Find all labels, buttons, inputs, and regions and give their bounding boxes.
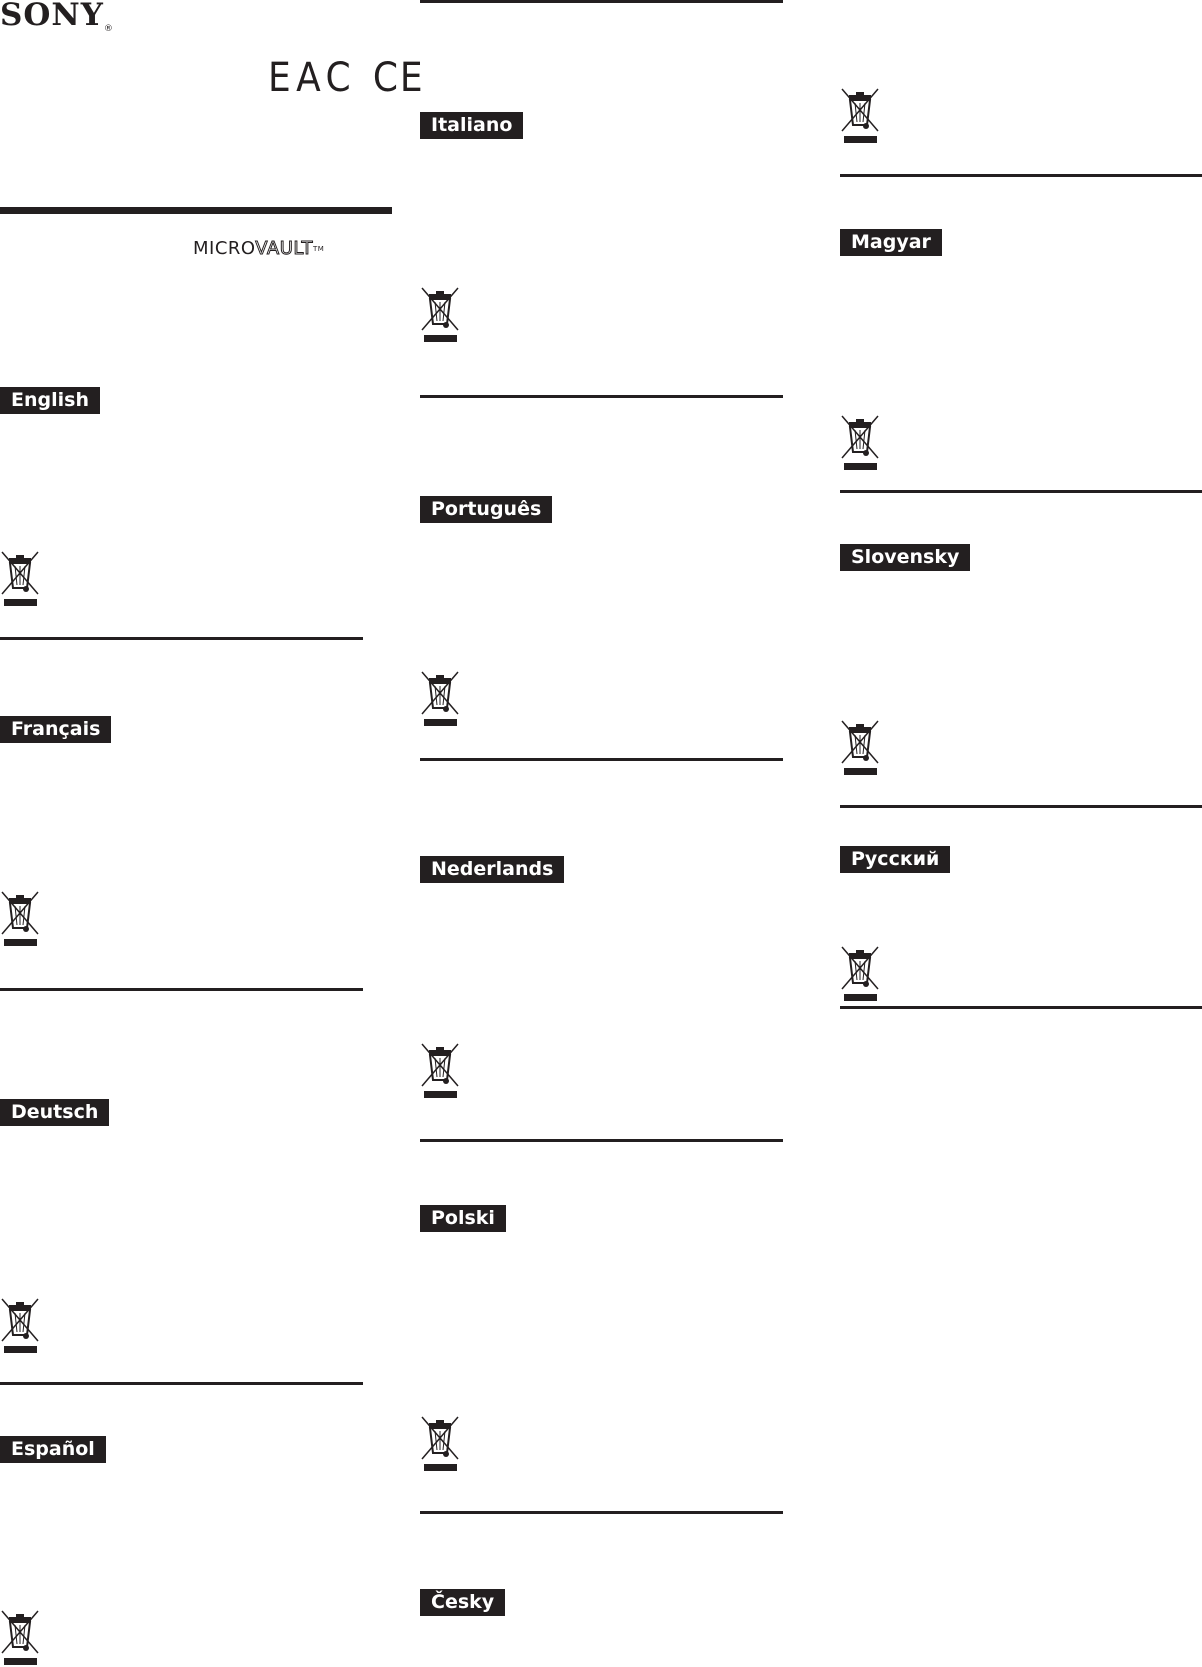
section-divider [0, 1382, 363, 1385]
header-divider [0, 207, 392, 214]
weee-bin-icon [840, 414, 880, 470]
weee-bin-icon [420, 1415, 460, 1471]
eac-mark: EAC [268, 55, 357, 101]
registered-mark: ® [103, 24, 114, 34]
section-divider [420, 1511, 783, 1514]
certification-marks [268, 55, 425, 101]
weee-bin-icon [840, 87, 880, 143]
weee-bin-icon [420, 1042, 460, 1098]
section-divider [420, 395, 783, 398]
section-divider [0, 988, 363, 991]
section-divider [420, 0, 783, 3]
logo-micro: MICRO [193, 238, 256, 259]
brand-name: SONY [0, 0, 104, 33]
weee-bin-icon [0, 1297, 40, 1353]
section-tag-italiano: Italiano [420, 112, 523, 139]
weee-bin-icon [0, 1609, 40, 1665]
section-divider [840, 174, 1202, 177]
microvault-logo [193, 238, 324, 260]
weee-bin-icon [840, 719, 880, 775]
section-divider [840, 490, 1202, 493]
section-tag-deutsch: Deutsch [0, 1099, 109, 1126]
section-tag-english: English [0, 387, 100, 414]
weee-bin-icon [0, 550, 40, 606]
section-divider [420, 758, 783, 761]
section-tag-slovensky: Slovensky [840, 544, 970, 571]
section-tag-portugues: Português [420, 496, 552, 523]
weee-bin-icon [840, 945, 880, 1001]
trademark-mark: TM [312, 245, 325, 253]
section-divider [840, 1006, 1202, 1009]
weee-bin-icon [420, 286, 460, 342]
section-tag-cesky: Česky [420, 1589, 505, 1616]
sony-logo [0, 0, 114, 34]
section-tag-magyar: Magyar [840, 229, 942, 256]
section-tag-polski: Polski [420, 1205, 506, 1232]
section-divider [420, 1139, 783, 1142]
section-tag-francais: Français [0, 716, 111, 743]
section-tag-russkiy: Русский [840, 846, 950, 873]
ce-mark: CE [372, 55, 425, 101]
weee-bin-icon [420, 670, 460, 726]
section-divider [840, 805, 1202, 808]
section-tag-nederlands: Nederlands [420, 856, 564, 883]
section-tag-espanol: Español [0, 1436, 106, 1463]
section-divider [0, 637, 363, 640]
weee-bin-icon [0, 890, 40, 946]
logo-vault: VAULT [255, 238, 313, 259]
